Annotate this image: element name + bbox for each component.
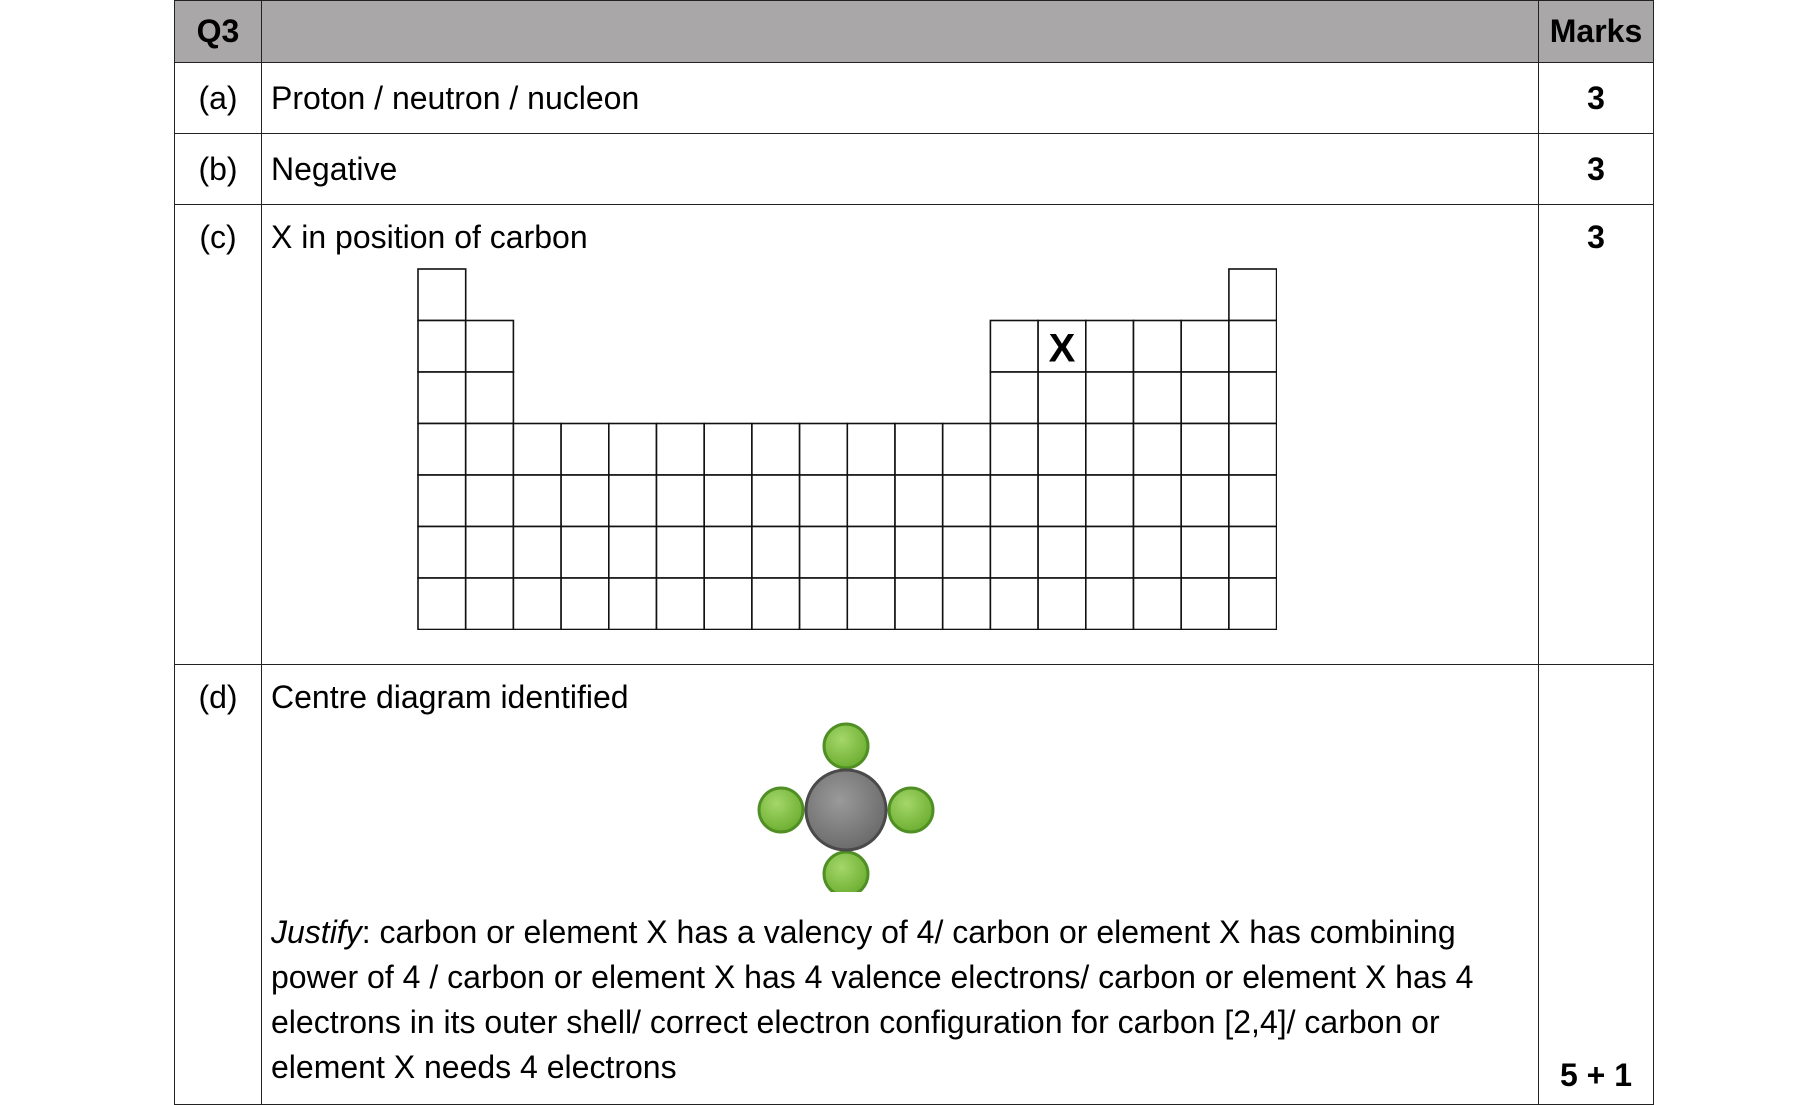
element-cell: [657, 424, 705, 476]
answer-text: Negative: [262, 134, 1539, 205]
element-cell: [990, 475, 1038, 527]
element-cell: [990, 372, 1038, 424]
element-cell: [1038, 424, 1086, 476]
marks-value: 5 + 1: [1539, 665, 1654, 1105]
element-cell: [704, 475, 752, 527]
element-cell: [1181, 475, 1229, 527]
element-cell: [1038, 372, 1086, 424]
element-cell: [513, 424, 561, 476]
justification-text: [271, 910, 1530, 1090]
answer-text: X in position of carbon: [271, 219, 588, 255]
element-cell: [418, 321, 466, 373]
element-cell: [1086, 578, 1134, 630]
carbon-position-marker: X: [1048, 326, 1076, 371]
marks-heading: Marks: [1539, 1, 1654, 63]
element-cell: [657, 475, 705, 527]
outer-atom-right: [889, 788, 933, 832]
outer-atom-top: [824, 724, 868, 768]
element-cell: [466, 475, 514, 527]
element-cell: [847, 475, 895, 527]
element-cell: [1229, 527, 1277, 579]
element-cell: [561, 424, 609, 476]
element-cell: [1181, 424, 1229, 476]
element-cell: [418, 475, 466, 527]
element-cell: [418, 372, 466, 424]
element-cell: [1086, 424, 1134, 476]
element-cell: [704, 527, 752, 579]
element-cell: [1229, 578, 1277, 630]
element-cell: [895, 578, 943, 630]
element-cell: [609, 527, 657, 579]
periodic-table-outline: [417, 268, 1277, 630]
element-cell: [990, 578, 1038, 630]
element-cell: [1181, 321, 1229, 373]
row-part-a: [175, 63, 1654, 134]
element-cell: [1134, 578, 1182, 630]
answer-cell: [262, 205, 1539, 665]
element-cell: [800, 578, 848, 630]
element-cell: [466, 578, 514, 630]
answer-text: Centre diagram identified: [271, 679, 629, 715]
outer-atom-left: [759, 788, 803, 832]
element-cell: [1134, 372, 1182, 424]
periodic-table-grid: [418, 269, 1277, 630]
element-cell: [847, 527, 895, 579]
element-cell: [943, 475, 991, 527]
element-cell: [466, 527, 514, 579]
justify-body: : carbon or element X has a valency of 4/ carbon or element X has combining power of 4 / carbon or element X has 4 valence electrons/ carbon or element X has 4 electrons in its outer shell/ correct electron configuration for carbon [2,4]/ carbon or element X needs 4 electrons: [271, 914, 1474, 1085]
element-cell: [1134, 321, 1182, 373]
element-cell: [609, 475, 657, 527]
element-cell: [1086, 527, 1134, 579]
part-label: (d): [175, 665, 262, 1105]
element-cell: [990, 321, 1038, 373]
element-cell: [1038, 527, 1086, 579]
molecule-diagram: [756, 722, 936, 892]
element-cell: [561, 578, 609, 630]
element-cell: [990, 424, 1038, 476]
element-cell: [943, 527, 991, 579]
element-cell: [1134, 475, 1182, 527]
part-label: (c): [175, 205, 262, 665]
question-number: Q3: [175, 1, 262, 63]
element-cell: [418, 269, 466, 321]
element-cell: [466, 424, 514, 476]
element-cell: [657, 527, 705, 579]
element-cell: [847, 424, 895, 476]
element-cell: [466, 321, 514, 373]
justify-label: Justify: [271, 914, 362, 950]
element-cell: [418, 578, 466, 630]
marks-value: 3: [1539, 134, 1654, 205]
element-cell: [513, 475, 561, 527]
element-cell: [943, 424, 991, 476]
marks-value: 3: [1539, 63, 1654, 134]
element-cell: [418, 527, 466, 579]
element-cell: [704, 424, 752, 476]
element-cell: [1086, 372, 1134, 424]
row-part-c: [175, 205, 1654, 665]
element-cell: [1134, 424, 1182, 476]
element-cell: [513, 527, 561, 579]
element-cell: [657, 578, 705, 630]
centre-atom: [806, 770, 886, 850]
element-cell: [1086, 321, 1134, 373]
row-part-d: [175, 665, 1654, 1105]
element-cell: [1229, 269, 1277, 321]
row-part-b: [175, 134, 1654, 205]
element-cell: [418, 424, 466, 476]
header-row: [175, 1, 1654, 63]
element-cell: [1229, 321, 1277, 373]
element-cell: [847, 578, 895, 630]
answer-cell: [262, 665, 1539, 1105]
element-cell: [609, 578, 657, 630]
part-label: (a): [175, 63, 262, 134]
element-cell: [704, 578, 752, 630]
element-cell: [990, 527, 1038, 579]
element-cell: [1038, 475, 1086, 527]
answer-text: Proton / neutron / nucleon: [262, 63, 1539, 134]
mark-scheme-table: [174, 0, 1654, 1105]
element-cell: [609, 424, 657, 476]
element-cell: [752, 578, 800, 630]
header-body: [262, 1, 1539, 63]
element-cell: [513, 578, 561, 630]
part-label: (b): [175, 134, 262, 205]
element-cell: [1181, 372, 1229, 424]
element-cell: [466, 372, 514, 424]
element-cell: [800, 424, 848, 476]
element-cell: [1229, 372, 1277, 424]
element-cell: [1134, 527, 1182, 579]
element-cell: [561, 475, 609, 527]
element-cell: [1181, 527, 1229, 579]
element-cell: [1181, 578, 1229, 630]
element-cell: [895, 527, 943, 579]
element-cell: [895, 424, 943, 476]
element-cell: [943, 578, 991, 630]
element-cell: [1229, 424, 1277, 476]
element-cell: [895, 475, 943, 527]
element-cell: [752, 424, 800, 476]
element-cell: [800, 475, 848, 527]
marks-value: 3: [1539, 205, 1654, 665]
element-cell: [752, 475, 800, 527]
element-cell: [561, 527, 609, 579]
element-cell: [1038, 578, 1086, 630]
outer-atom-bottom: [824, 852, 868, 892]
element-cell: [1086, 475, 1134, 527]
element-cell: [1229, 475, 1277, 527]
element-cell: [800, 527, 848, 579]
element-cell: [752, 527, 800, 579]
